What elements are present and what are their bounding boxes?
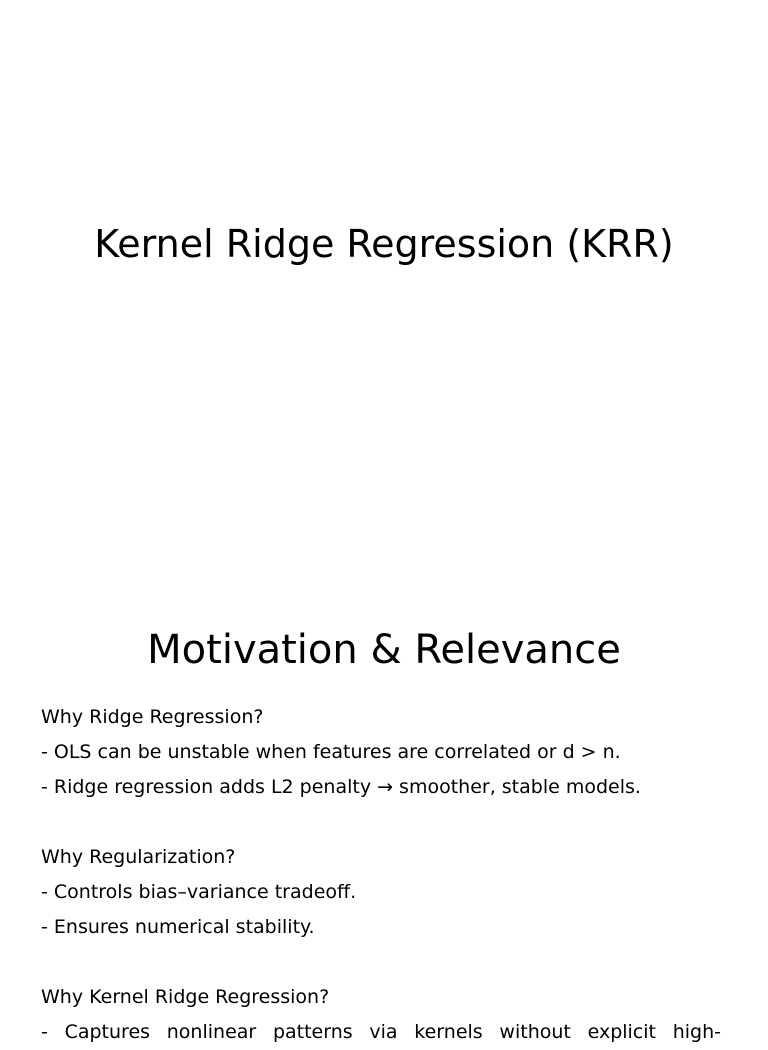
body-line: [41, 805, 721, 840]
body-line: Why Ridge Regression?: [41, 706, 264, 728]
motivation-slide: [0, 576, 768, 1043]
slide-body: [41, 700, 721, 1050]
body-line: - Controls bias–variance tradeoff.: [41, 881, 357, 903]
body-line: [41, 945, 721, 980]
body-line: Why Regularization?: [41, 846, 236, 868]
body-line: - OLS can be unstable when features are correlated or d > n.: [41, 741, 621, 763]
body-line: - Ridge regression adds L2 penalty → smoother, stable models.: [41, 776, 641, 798]
slide-title: Kernel Ridge Regression (KRR): [94, 222, 674, 266]
body-line: - Captures nonlinear patterns via kernels without explicit high-: [41, 1021, 721, 1043]
body-line: Why Kernel Ridge Regression?: [41, 986, 330, 1008]
body-line: - Ensures numerical stability.: [41, 916, 315, 938]
slide-heading: Motivation & Relevance: [147, 627, 621, 673]
